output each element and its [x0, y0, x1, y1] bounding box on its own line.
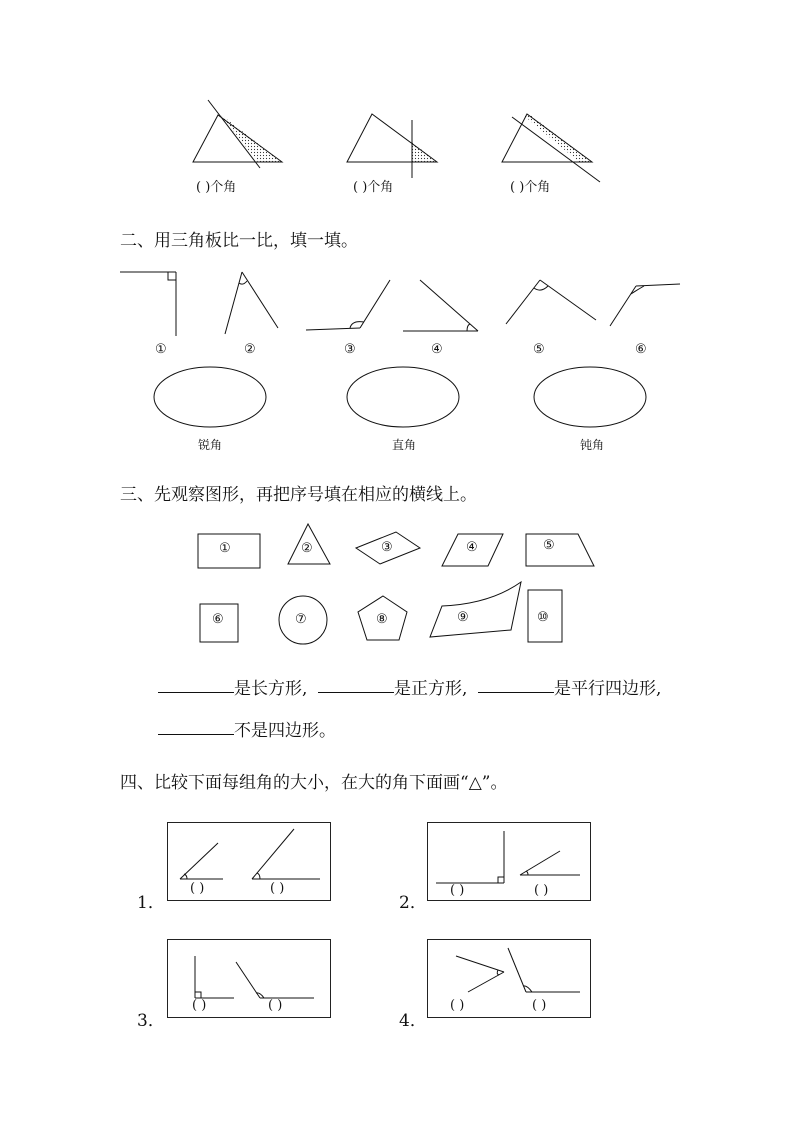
item-number-4: 4．	[399, 1011, 427, 1031]
angle-number-1: ①	[155, 342, 167, 357]
triangle-figure-2	[345, 100, 455, 170]
paren-4b[interactable]: ( )	[532, 998, 547, 1013]
paren-3a[interactable]: ( )	[192, 998, 207, 1013]
triangle-figure-1	[190, 100, 300, 170]
angle-number-4: ④	[431, 342, 443, 357]
caption-3: ( )个角	[510, 180, 551, 195]
blank-rectangle[interactable]	[158, 674, 234, 693]
caption-2: ( )个角	[353, 180, 394, 195]
paren-2a[interactable]: ( )	[450, 883, 465, 898]
triangle-figure-3	[500, 100, 610, 180]
label-square: 是正方形,	[394, 679, 468, 699]
angle-number-2: ②	[244, 342, 256, 357]
answer-ovals	[0, 360, 794, 440]
shape-number-10: ⑩	[537, 610, 549, 625]
item-number-2: 2．	[399, 893, 427, 913]
shape-number-6: ⑥	[212, 612, 224, 627]
section2-heading: 二、用三角板比一比，填一填。	[120, 231, 358, 251]
shape-number-9: ⑨	[457, 610, 469, 625]
shape-number-8: ⑧	[376, 612, 388, 627]
compare-box-4	[427, 939, 591, 1018]
paren-1a[interactable]: ( )	[190, 881, 205, 896]
angle-figures	[0, 260, 794, 340]
compare-box-2	[427, 822, 591, 901]
section3-heading: 三、先观察图形，再把序号填在相应的横线上。	[120, 485, 477, 505]
oval-label-acute: 锐角	[198, 438, 223, 452]
paren-1b[interactable]: ( )	[270, 881, 285, 896]
item-number-1: 1．	[137, 893, 165, 913]
angle-number-3: ③	[344, 342, 356, 357]
compare-box-3	[167, 939, 331, 1018]
blank-not-quadrilateral[interactable]	[158, 716, 234, 735]
shape-number-5: ⑤	[543, 538, 555, 553]
shape-number-3: ③	[381, 540, 393, 555]
label-parallelogram: 是平行四边形,	[554, 679, 662, 699]
label-rectangle: 是长方形,	[234, 679, 308, 699]
oval-label-right: 直角	[392, 438, 417, 452]
paren-3b[interactable]: ( )	[268, 998, 283, 1013]
caption-1: ( )个角	[196, 180, 237, 195]
oval-label-obtuse: 钝角	[580, 438, 605, 452]
item-number-3: 3．	[137, 1011, 165, 1031]
shape-number-7: ⑦	[295, 612, 307, 627]
paren-4a[interactable]: ( )	[450, 998, 465, 1013]
angle-number-5: ⑤	[533, 342, 545, 357]
shape-number-4: ④	[466, 540, 478, 555]
shape-figures	[0, 520, 794, 650]
blank-square[interactable]	[318, 674, 394, 693]
angle-number-6: ⑥	[635, 342, 647, 357]
paren-2b[interactable]: ( )	[534, 883, 549, 898]
compare-box-1	[167, 822, 331, 901]
section4-heading: 四、比较下面每组角的大小，在大的角下面画“△”。	[120, 773, 508, 793]
shape-number-1: ①	[219, 541, 231, 556]
blank-parallelogram[interactable]	[478, 674, 554, 693]
label-not-quadrilateral: 不是四边形。	[234, 721, 336, 741]
shape-number-2: ②	[301, 541, 313, 556]
